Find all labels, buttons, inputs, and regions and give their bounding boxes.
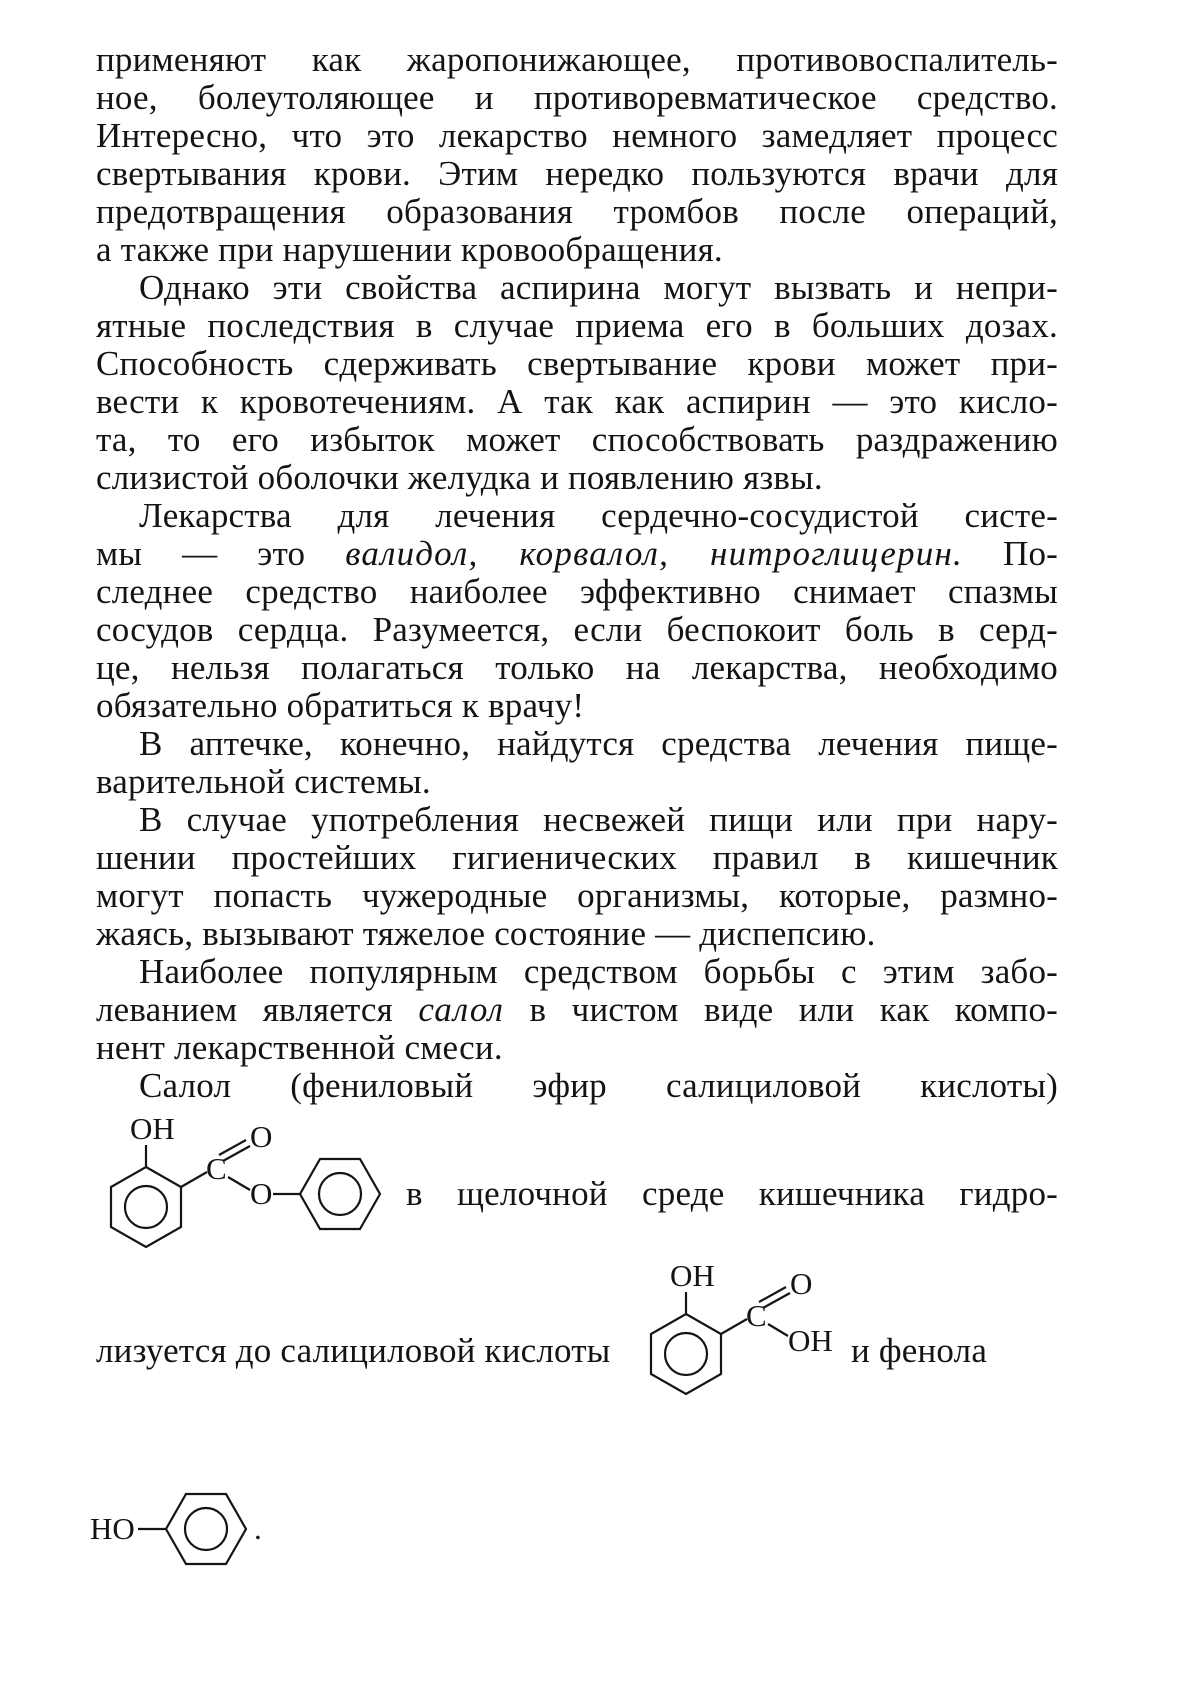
text-line: Наиболее популярным средством борьбы с этим забо- (139, 952, 1058, 991)
phenol-structure (90, 1482, 280, 1592)
ho-label: HO (90, 1511, 135, 1546)
carbonyl-bond (763, 1293, 790, 1308)
text-line: В случае употребления несвежей пищи или при нару- (139, 800, 1058, 839)
salol-structure (90, 1111, 420, 1315)
text-line: Интересно, что это лекарство немного замедляет процесс (96, 116, 1058, 155)
text-line: В аптечке, конечно, найдутся средства лечения пище- (139, 724, 1058, 763)
text-line: це, нельзя полагаться только на лекарства, необходимо (96, 648, 1058, 687)
phenyl-ring (300, 1159, 380, 1229)
acid-oh-bond (768, 1324, 788, 1336)
text-line: Однако эти свойства аспирина могут вызвать и непри- (139, 268, 1058, 307)
text-segment: По- (1003, 534, 1059, 573)
text-line: ное, болеутоляющее и противоревматическое средство. (96, 78, 1058, 117)
phenyl-ring (166, 1494, 246, 1564)
text-line: жаясь, вызывают тяжелое состояние — диспепсию. (96, 914, 876, 953)
text-line: та, то его избыток может способствовать раздражению (96, 420, 1058, 459)
carbonyl-o-label: O (790, 1266, 813, 1301)
aromatic-circle (185, 1508, 227, 1550)
acid-oh-label: OH (788, 1323, 833, 1358)
carbonyl-bond (223, 1146, 250, 1161)
text-segment: в щелочной среде кишечника гидро- (406, 1174, 1058, 1213)
ester-o-label: O (250, 1176, 273, 1211)
text-segment: леванием является (96, 990, 393, 1029)
text-line: предотвращения образования тромбов после операций, (96, 192, 1058, 231)
text-segment: лизуется до салициловой кислоты (96, 1331, 611, 1370)
text-line: варительной системы. (96, 762, 431, 801)
benzene-ring (651, 1314, 721, 1394)
text-line-mixed (96, 534, 1058, 574)
text-line: Способность сдерживать свертывание крови может при- (96, 344, 1058, 383)
ring-carbon-bond (181, 1172, 207, 1187)
text-segment: в чистом виде или как компо- (529, 990, 1059, 1029)
carbon-label: C (746, 1298, 767, 1333)
text-line: а также при нарушении кровообращения. (96, 230, 723, 269)
salicylic-acid-structure (630, 1258, 833, 1462)
text-line: Салол (фениловый эфир салициловой кислоты) (139, 1066, 1058, 1105)
text-segment: и фенола (851, 1331, 988, 1370)
text-line: свертывания крови. Этим нередко пользуются врачи для (96, 154, 1058, 193)
text-line: нент лекарственной смеси. (96, 1028, 503, 1067)
benzene-ring (111, 1167, 181, 1247)
text-line: могут попасть чужеродные организмы, которые, размно- (96, 876, 1058, 915)
aromatic-circle (125, 1186, 167, 1228)
oh-label: OH (670, 1258, 715, 1293)
final-period: . (254, 1511, 262, 1546)
drug-names-italic: валидол, корвалол, нитроглицерин. (345, 534, 963, 573)
oh-label: OH (130, 1111, 175, 1146)
text-line: применяют как жаропонижающее, противовоспалитель- (96, 40, 1058, 79)
text-line: Лекарства для лечения сердечно-сосудистой систе- (139, 496, 1058, 535)
text-line: ятные последствия в случае приема его в больших дозах. (96, 306, 1058, 345)
text-line: слизистой оболочки желудка и появлению язвы. (96, 458, 823, 497)
text-line-mixed (96, 990, 1058, 1030)
text-line: сосудов сердца. Разумеется, если беспокоит боль в серд- (96, 610, 1058, 649)
aromatic-circle (665, 1333, 707, 1375)
text-line: вести к кровотечениям. А так как аспирин — это кисло- (96, 382, 1058, 421)
carbonyl-o-label: O (250, 1119, 273, 1154)
salol-italic: салол (418, 990, 505, 1029)
carbonyl-bond (219, 1140, 246, 1155)
text-line: следнее средство наиболее эффективно снимает спазмы (96, 572, 1058, 611)
text-line: обязательно обратиться к врачу! (96, 686, 585, 725)
carbonyl-bond (759, 1287, 786, 1302)
aromatic-circle (319, 1173, 361, 1215)
ester-bond (228, 1177, 250, 1190)
text-segment: мы — это (96, 534, 306, 573)
text-line: шении простейших гигиенических правил в кишечник (96, 838, 1058, 877)
ring-carbon-bond (721, 1319, 747, 1334)
carbon-label: C (206, 1151, 227, 1186)
